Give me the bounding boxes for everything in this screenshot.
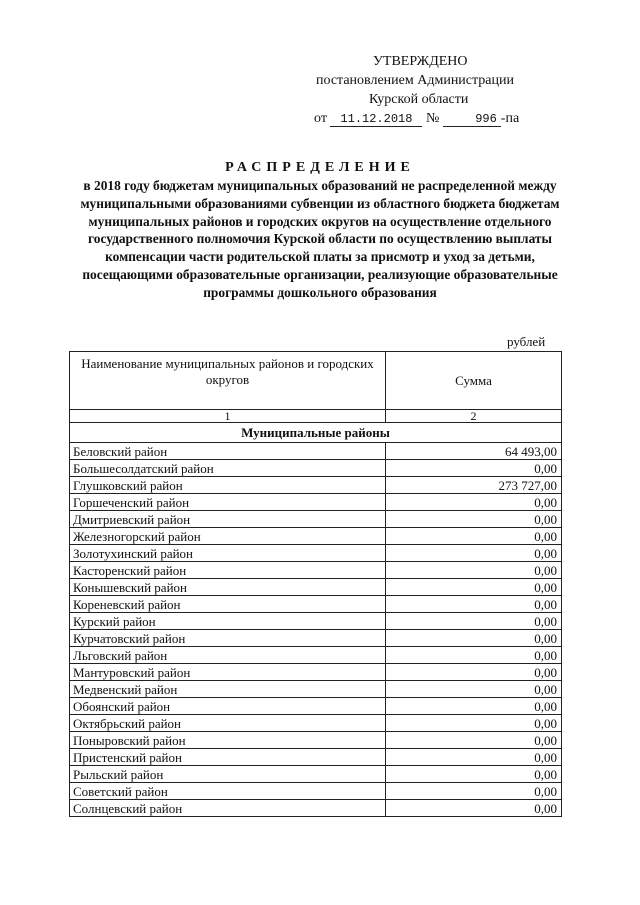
district-name-cell: Курчатовский район	[70, 630, 386, 647]
section-row	[70, 423, 562, 443]
district-name-cell: Касторенский район	[70, 562, 386, 579]
table-row	[70, 460, 562, 477]
district-name-cell: Поныровский район	[70, 732, 386, 749]
header-name-cell: Наименование муниципальных районов и городских округов	[70, 352, 386, 410]
amount-cell: 0,00	[386, 766, 562, 783]
approval-line-region: Курской области	[369, 92, 469, 107]
document-subtitle: в 2018 году бюджетам муниципальных образований не распределенной между муниципальными образованиями субвенции из областного бюджета бюджетам муниципальных районов и городских округов на осуществление отдельного государственного полномочия Курской области по осуществлению выплаты компенсации части родительской платы за присмотр и уход за детьми, посещающими образовательные организации, реализующие образовательные программы дошкольного образования	[80, 178, 560, 300]
table-row	[70, 664, 562, 681]
section-title: Муниципальные районы	[70, 423, 562, 443]
table-row	[70, 443, 562, 460]
amount-cell: 0,00	[386, 749, 562, 766]
amount-cell: 0,00	[386, 681, 562, 698]
table-row	[70, 579, 562, 596]
table-row	[70, 681, 562, 698]
amount-cell: 0,00	[386, 783, 562, 800]
index-cell-2: 2	[386, 410, 562, 423]
table-row	[70, 511, 562, 528]
table-row	[70, 749, 562, 766]
approval-heading: УТВЕРЖДЕНО	[373, 54, 468, 69]
amount-cell: 0,00	[386, 494, 562, 511]
units-label: рублей	[507, 334, 546, 349]
district-name-cell: Конышевский район	[70, 579, 386, 596]
amount-cell: 0,00	[386, 613, 562, 630]
table-row	[70, 477, 562, 494]
approval-date: 11.12.2018	[330, 112, 422, 127]
district-name-cell: Медвенский район	[70, 681, 386, 698]
document-title: РАСПРЕДЕЛЕНИЕ	[225, 160, 415, 175]
table-row	[70, 494, 562, 511]
amount-cell: 0,00	[386, 630, 562, 647]
district-name-cell: Дмитриевский район	[70, 511, 386, 528]
index-cell-1: 1	[70, 410, 386, 423]
amount-cell: 273 727,00	[386, 477, 562, 494]
approval-number: 996	[443, 112, 501, 127]
district-name-cell: Октябрьский район	[70, 715, 386, 732]
amount-cell: 0,00	[386, 664, 562, 681]
table-row	[70, 715, 562, 732]
header-sum-cell: Сумма	[386, 352, 562, 410]
table-row	[70, 528, 562, 545]
table-row	[70, 596, 562, 613]
district-name-cell: Рыльский район	[70, 766, 386, 783]
district-name-cell: Солнцевский район	[70, 800, 386, 817]
district-name-cell: Пристенский район	[70, 749, 386, 766]
amount-cell: 0,00	[386, 732, 562, 749]
amount-cell: 0,00	[386, 528, 562, 545]
table-row	[70, 783, 562, 800]
table-index-row	[70, 410, 562, 423]
approval-number-suffix: -па	[500, 111, 520, 126]
amount-cell: 0,00	[386, 698, 562, 715]
amount-cell: 0,00	[386, 800, 562, 817]
amount-cell: 64 493,00	[386, 443, 562, 460]
approval-date-line	[314, 109, 574, 128]
table-row	[70, 647, 562, 664]
district-name-cell: Кореневский район	[70, 596, 386, 613]
amount-cell: 0,00	[386, 596, 562, 613]
district-name-cell: Большесолдатский район	[70, 460, 386, 477]
table-row	[70, 545, 562, 562]
table-row	[70, 732, 562, 749]
district-name-cell: Льговский район	[70, 647, 386, 664]
table-row	[70, 800, 562, 817]
district-name-cell: Советский район	[70, 783, 386, 800]
table-body	[70, 352, 562, 817]
approval-stamp	[314, 52, 574, 128]
approval-line-decree: постановлением Администрации	[316, 73, 514, 88]
amount-cell: 0,00	[386, 460, 562, 477]
approval-number-sign: №	[425, 111, 440, 126]
table-row	[70, 613, 562, 630]
approval-from-label: от	[314, 111, 327, 126]
amount-cell: 0,00	[386, 562, 562, 579]
district-name-cell: Мантуровский район	[70, 664, 386, 681]
district-name-cell: Золотухинский район	[70, 545, 386, 562]
table-row	[70, 630, 562, 647]
table-row	[70, 698, 562, 715]
amount-cell: 0,00	[386, 579, 562, 596]
district-name-cell: Железногорский район	[70, 528, 386, 545]
district-name-cell: Курский район	[70, 613, 386, 630]
district-name-cell: Горшеченский район	[70, 494, 386, 511]
table-row	[70, 562, 562, 579]
district-name-cell: Обоянский район	[70, 698, 386, 715]
amount-cell: 0,00	[386, 647, 562, 664]
amount-cell: 0,00	[386, 715, 562, 732]
amount-cell: 0,00	[386, 545, 562, 562]
district-name-cell: Глушковский район	[70, 477, 386, 494]
district-name-cell: Беловский район	[70, 443, 386, 460]
table-row	[70, 766, 562, 783]
table-header-row	[70, 352, 562, 410]
distribution-table	[69, 351, 562, 817]
amount-cell: 0,00	[386, 511, 562, 528]
